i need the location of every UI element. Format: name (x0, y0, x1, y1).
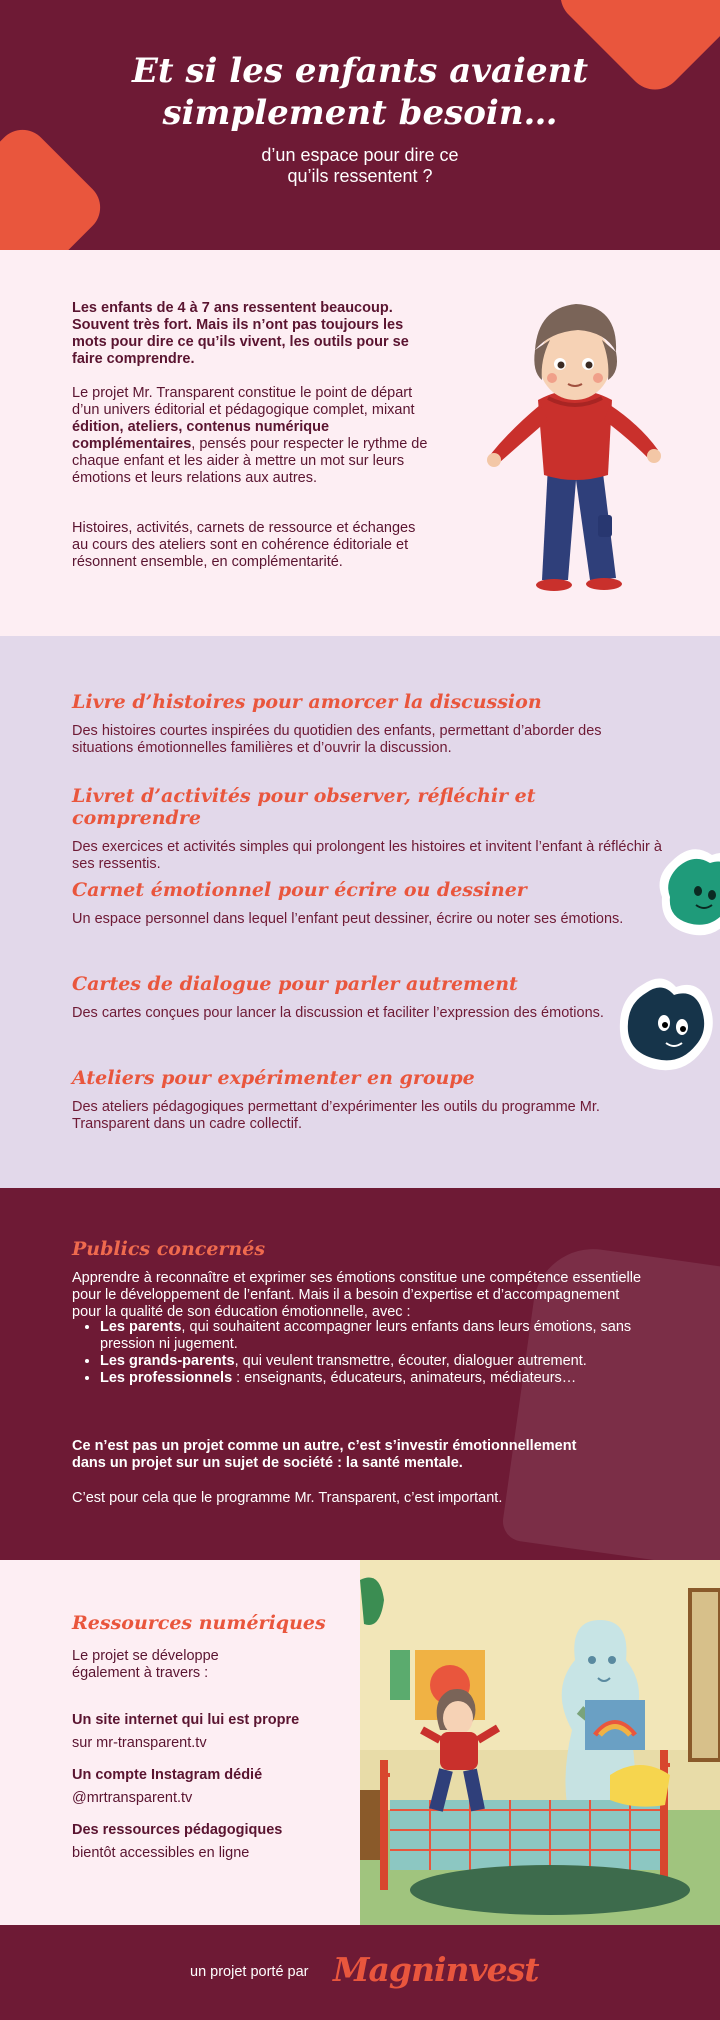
website-link[interactable]: sur mr-transparent.tv (72, 1735, 207, 1751)
resources-intro (72, 1648, 272, 1682)
list-item-text: , qui souhaitent accompagner leurs enfants dans leurs émotions, sans pression ni jugement. (100, 1319, 632, 1352)
footer-label: un projet porté par (190, 1964, 309, 1980)
resource-block (72, 1767, 342, 1807)
list-item-label: Les grands-parents (100, 1353, 235, 1369)
text-line: Le projet se développe (72, 1648, 219, 1664)
list-item (72, 1067, 662, 1133)
item-description: Des exercices et activités simples qui prolongent les histoires et invitent l’enfant à réfléchir à ses ressentis. (72, 839, 662, 872)
list-item-text: : enseignants, éducateurs, animateurs, médiateurs… (232, 1370, 577, 1386)
resource-title: Des ressources pédagogiques (72, 1822, 283, 1838)
instagram-link[interactable]: @mrtransparent.tv (72, 1790, 193, 1806)
text-run: , pensés pour respecter le rythme de chaque enfant et les aider à mettre un mot sur leurs émotions et leurs relations aux autres. (72, 436, 428, 486)
item-description: Des histoires courtes inspirées du quotidien des enfants, permettant d’aborder des situations émotionnelles familières et d’ouvrir la discussion. (72, 723, 602, 756)
list-item (72, 785, 662, 873)
item-description: Des ateliers pédagogiques permettant d’expérimenter les outils du programme Mr. Transparent dans un cadre collectif. (72, 1099, 600, 1132)
green-character-illustration (652, 841, 720, 951)
audience-section (0, 1188, 720, 1560)
list-item-label: Les parents (100, 1319, 182, 1335)
item-title: Ateliers pour expérimenter en groupe (72, 1067, 475, 1089)
hero-title-line: simplement besoin… (162, 93, 558, 133)
section-title: Ressources numériques (72, 1612, 326, 1634)
audience-list (72, 1319, 660, 1387)
bedroom-illustration (360, 1560, 720, 1925)
item-title: Cartes de dialogue pour parler autrement (72, 973, 518, 995)
list-item (100, 1353, 660, 1370)
text-run: Le projet Mr. Transparent constitue le point de départ d’un univers éditorial et pédagogique complet, mixant (72, 385, 415, 418)
item-title: Livre d’histoires pour amorcer la discussion (72, 691, 542, 713)
resource-title: Un site internet qui lui est propre (72, 1712, 300, 1728)
hero-subtitle (0, 145, 720, 187)
section-title: Publics concernés (72, 1238, 266, 1260)
item-title: Livret d’activités pour observer, réfléchir et comprendre (72, 785, 536, 829)
closing-statement: C’est pour cela que le programme Mr. Transparent, c’est important. (72, 1490, 503, 1506)
text-line: également à travers : (72, 1665, 209, 1681)
hero-subtitle-line: d’un espace pour dire ce (261, 145, 459, 165)
text-run-bold: édition, ateliers, contenus numérique complémentaires (72, 419, 330, 452)
audience-intro: Apprendre à reconnaître et exprimer ses émotions constitue une compétence essentielle pour le développement de l’enfant. Mais il a besoin d’expertise et d’accompagnement pour la qualité de son éducation émotionnelle, avec : (72, 1270, 642, 1320)
navy-character-illustration (612, 971, 720, 1081)
list-item (72, 879, 662, 928)
resource-title: Un compte Instagram dédié (72, 1767, 263, 1783)
item-title: Carnet émotionnel pour écrire ou dessiner (72, 879, 527, 901)
item-description: Un espace personnel dans lequel l’enfant peut dessiner, écrire ou noter ses émotions. (72, 911, 624, 927)
highlight-statement: Ce n’est pas un projet comme un autre, c’est s’investir émotionnellement dans un projet sur un sujet de société : la santé mentale. (72, 1438, 577, 1471)
intro-paragraph: Histoires, activités, carnets de ressource et échanges au cours des ateliers sont en cohérence éditoriale et résonnent ensemble, en complémentarité. (72, 520, 416, 570)
list-item (100, 1319, 660, 1353)
offer-list-section (0, 636, 720, 1188)
list-item (72, 973, 662, 1022)
list-item-label: Les professionnels (100, 1370, 233, 1386)
intro-section (0, 250, 720, 636)
resource-block (72, 1712, 342, 1752)
child-illustration (480, 280, 670, 610)
hero-title-line: Et si les enfants avaient (131, 51, 589, 91)
list-item-text: , qui veulent transmettre, écouter, dialoguer autrement. (234, 1353, 587, 1369)
hero-section (0, 0, 720, 250)
hero-subtitle-line: qu’ils ressentent ? (287, 166, 433, 186)
resource-block (72, 1822, 342, 1862)
intro-paragraph (72, 385, 432, 487)
intro-lead: Les enfants de 4 à 7 ans ressentent beaucoup. Souvent très fort. Mais ils n’ont pas toujours les mots pour dire ce qu’ils vivent, les outils pour se faire comprendre. (72, 300, 409, 367)
magninvest-logo[interactable]: Magninvest (333, 1950, 539, 1989)
resource-subtitle: bientôt accessibles en ligne (72, 1845, 250, 1861)
footer (0, 1925, 720, 2020)
item-description: Des cartes conçues pour lancer la discussion et faciliter l’expression des émotions. (72, 1005, 604, 1021)
hero-title (0, 50, 720, 134)
list-item (100, 1370, 660, 1387)
list-item (72, 691, 662, 757)
resources-section (0, 1560, 720, 1925)
